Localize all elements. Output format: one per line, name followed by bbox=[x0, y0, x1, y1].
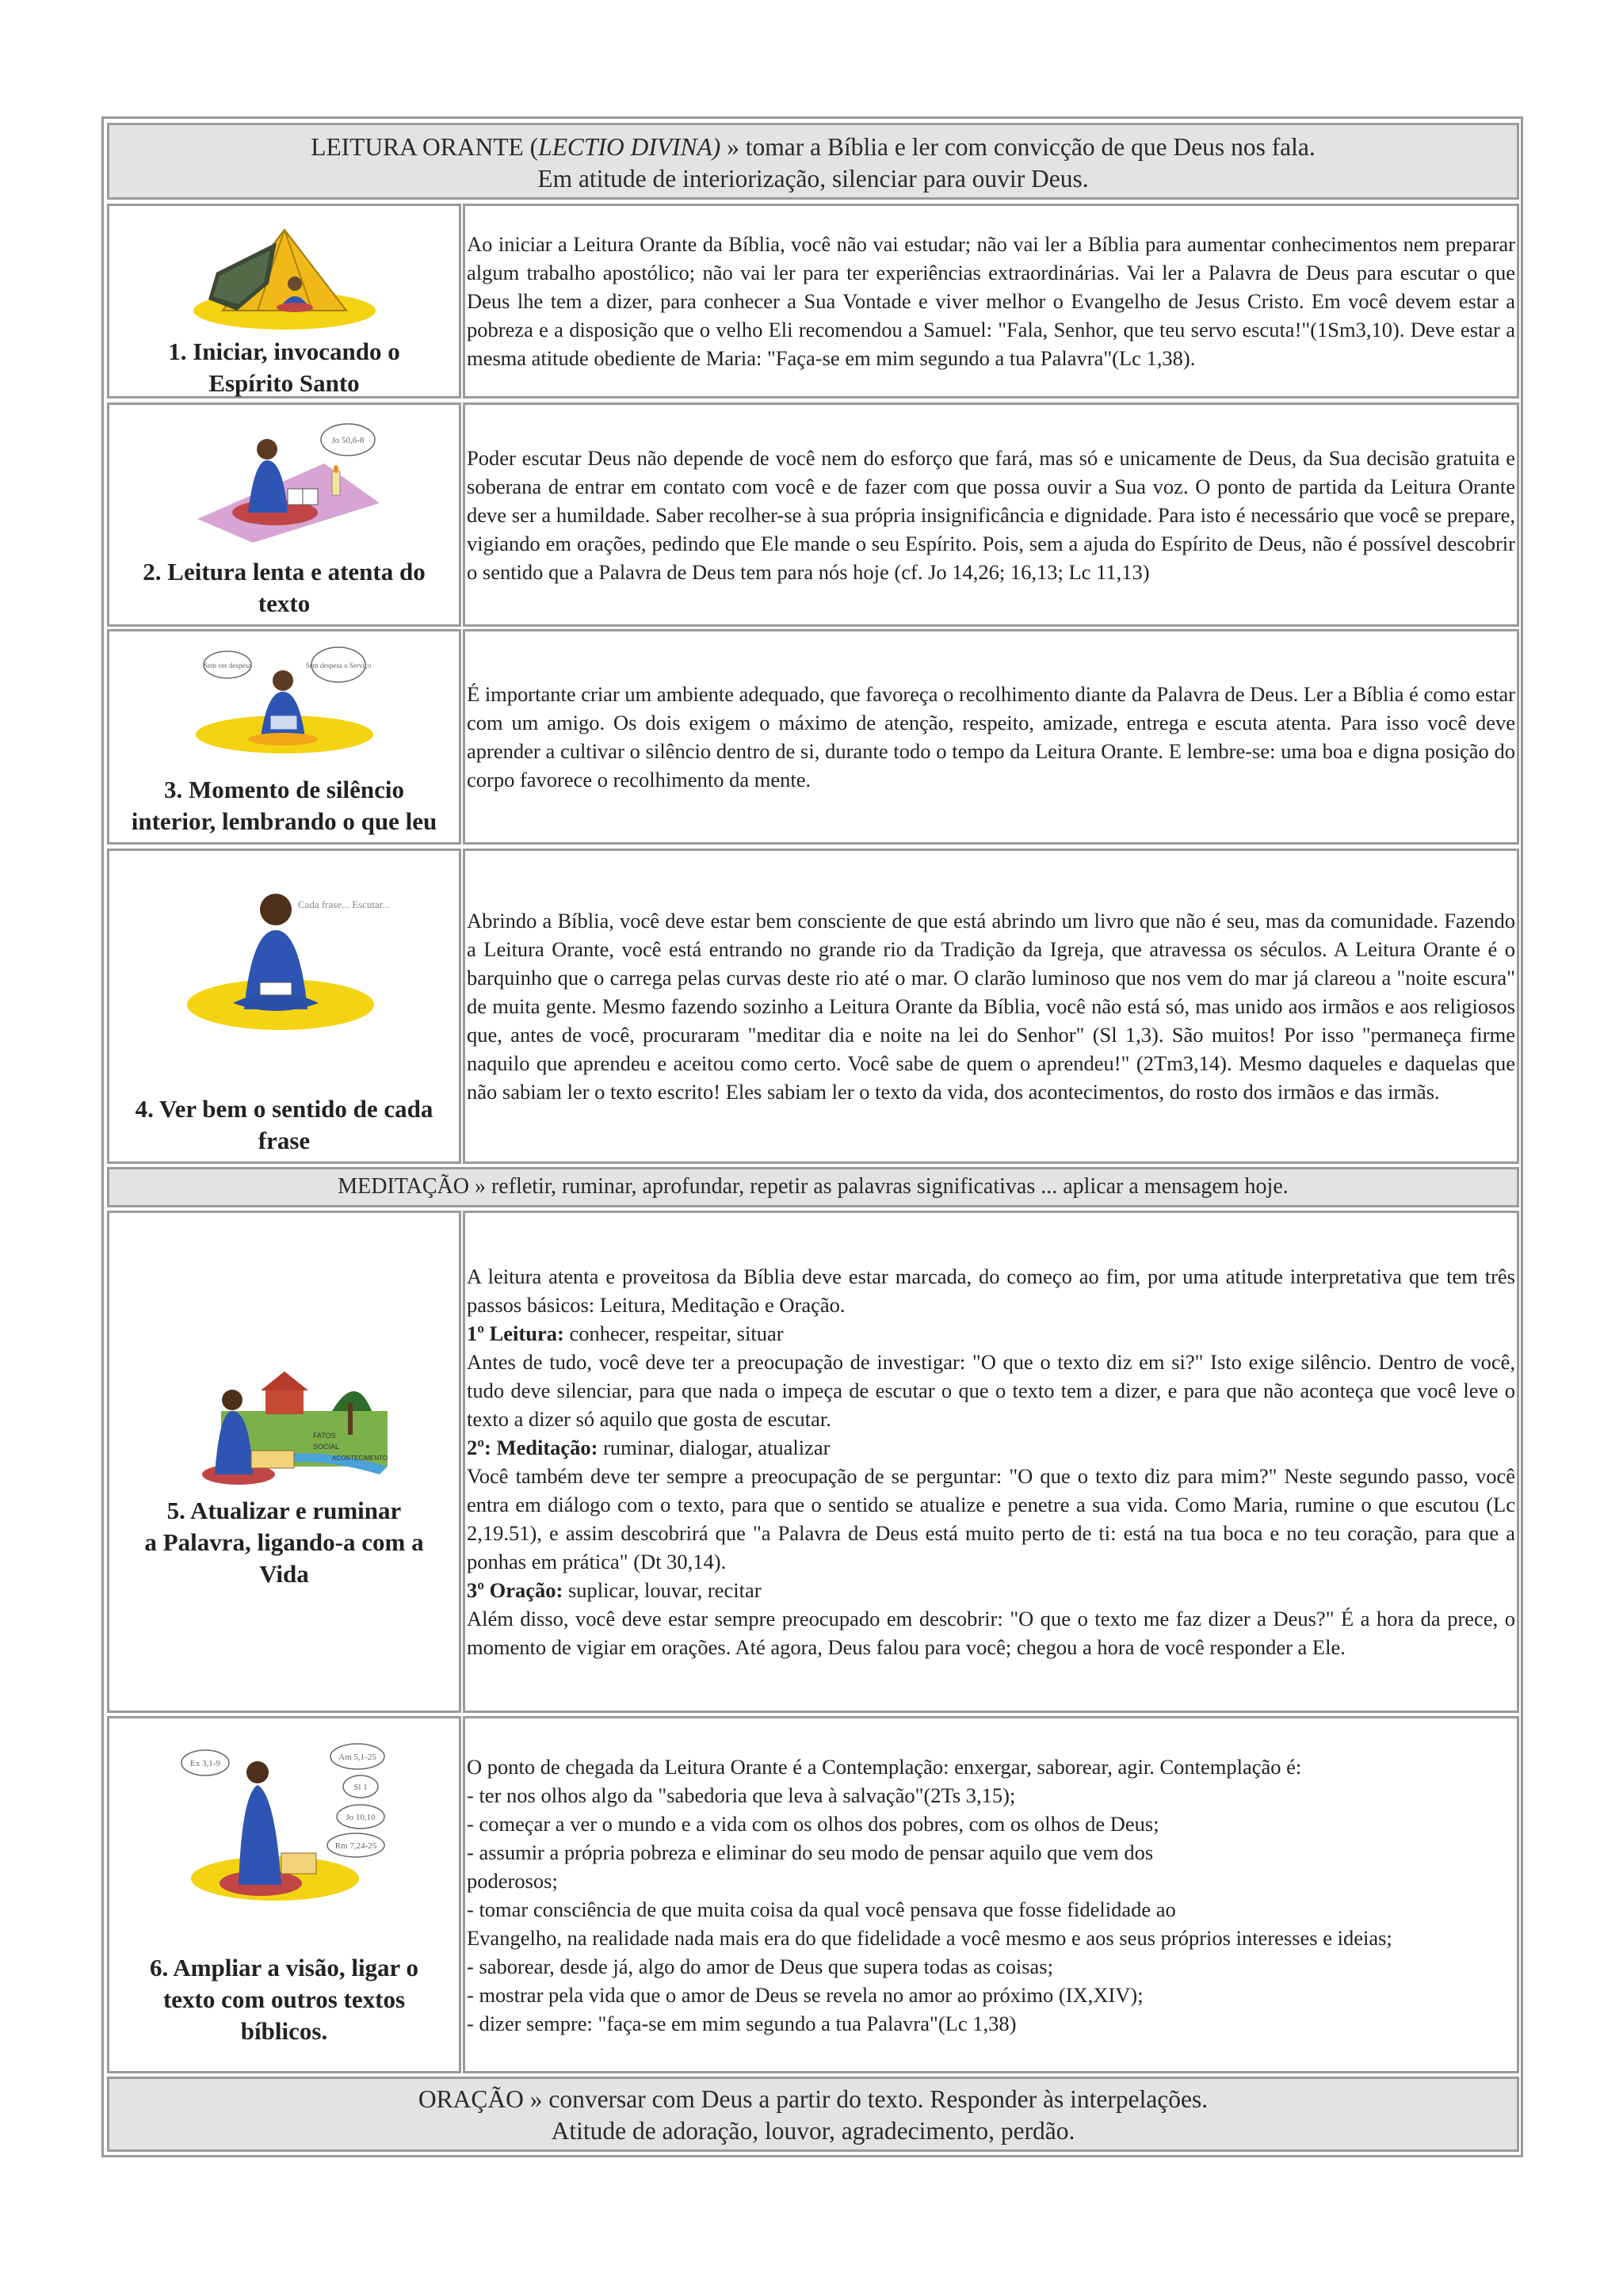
svg-text:Am 5,1-25: Am 5,1-25 bbox=[338, 1753, 376, 1762]
step-1-text-cell bbox=[463, 204, 1519, 399]
header-line1: LEITURA ORANTE (LECTIO DIVINA) » tomar a Bíblia e ler com convicção de que Deus nos fala. bbox=[311, 133, 1316, 161]
step-1-label-cell bbox=[107, 204, 461, 399]
step-6-line: - mostrar pela vida que o amor de Deus se revela no amor ao próximo (IX,XIV); bbox=[467, 1982, 1144, 2007]
step-1-title: 1. Iniciar, invocando o Espírito Santo bbox=[168, 338, 400, 397]
step-5-title: 5. Atualizar e ruminar a Palavra, ligando-a com a Vida bbox=[144, 1497, 424, 1588]
step-5-oracao-text: Além disso, você deve estar sempre preocupado em descobrir: "O que o texto me faz dizer a Deus?" É a hora da prece, o momento de vigiar em orações. Até agora, Deus falou para você; chegou a hora de você responder a Ele. bbox=[467, 1607, 1515, 1659]
header-line2: Em atitude de interiorização, silenciar para ouvir Deus. bbox=[537, 165, 1089, 193]
step-5-oracao: 3º Oração: suplicar, louvar, recitar bbox=[467, 1578, 762, 1602]
step-6-line: - assumir a própria pobreza e eliminar do seu modo de pensar aquilo que vem dos bbox=[467, 1840, 1154, 1864]
step-5-label-cell bbox=[107, 1211, 461, 1713]
svg-text:Rm 7,24-25: Rm 7,24-25 bbox=[334, 1841, 376, 1851]
step-4-label-cell bbox=[107, 849, 461, 1164]
step-2-label-cell bbox=[107, 402, 461, 627]
svg-text:Sem despesa o Serviço: Sem despesa o Serviço bbox=[305, 662, 371, 669]
header-italic: LECTIO DIVINA) bbox=[538, 133, 721, 161]
header-banner bbox=[107, 123, 1519, 200]
svg-text:SOCIAL: SOCIAL bbox=[312, 1443, 339, 1451]
step-1-text: Ao iniciar a Leitura Orante da Bíblia, você não vai estudar; não vai ler a Bíblia para aumentar conhecimentos nem preparar algum trabalho apostólico; não vai ler para ter experiências extraordinárias. Vai ler a Palavra de Deus para escutar o que Deus lhe tem a dizer, para conhecer a Sua Vontade e viver melhor o Evangelho de Jesus Cristo. Em você devem estar a pobreza e a disposição que o velho Eli recomendou a Samuel: "Fala, Senhor, que teu servo escuta!"(1Sm3,10). Deve estar a mesma atitude obediente de Maria: "Faça-se em mim segundo a tua Palavra"(Lc 1,38). bbox=[467, 232, 1515, 370]
step-4-title: 4. Ver bem o sentido de cada frase bbox=[135, 1095, 433, 1154]
svg-text:Jo 50,6-8: Jo 50,6-8 bbox=[331, 436, 364, 445]
step-6-line: - ter nos olhos algo da "sabedoria que leva à salvação"(2Ts 3,15); bbox=[467, 1783, 1016, 1807]
step-6-text-cell bbox=[463, 1716, 1519, 2073]
step-6-line: - começar a ver o mundo e a vida com os olhos dos pobres, com os olhos de Deus; bbox=[467, 1811, 1159, 1836]
step-2-title: 2. Leitura lenta e atenta do texto bbox=[143, 558, 426, 617]
silent-person-illustration bbox=[181, 641, 388, 760]
footer-line1: ORAÇÃO » conversar com Deus a partir do texto. Responder às interpelações. bbox=[418, 2085, 1209, 2113]
step-5-meditacao-text: Você também deve ter sempre a preocupação de se perguntar: "O que o texto diz para mim?" Neste segundo passo, você entra em diálogo com o texto, para que o sentido se atualize e penetre a sua vida. Como Maria, rumine o que escutou (Lc 2,19.51), e assim descobrirá que "a Palavra de Deus está muito perto de ti: está na tua boca e no teu coração, para que a ponhas em prática" (Dt 30,14). bbox=[467, 1464, 1515, 1573]
svg-text:Sl 1: Sl 1 bbox=[353, 1783, 368, 1792]
meditation-banner: MEDITAÇÃO » refletir, ruminar, aprofundar, repetir as palavras significativas ... aplicar a mensagem hoje. bbox=[107, 1167, 1519, 1207]
svg-text:Sem ver despesa: Sem ver despesa bbox=[203, 662, 251, 669]
svg-text:ACONTECIMENTO: ACONTECIMENTO bbox=[331, 1455, 388, 1462]
reading-person-illustration bbox=[181, 416, 388, 543]
oracao-banner bbox=[107, 2077, 1519, 2152]
step-6-line: - dizer sempre: "faça-se em mim segundo a tua Palavra"(Lc 1,38) bbox=[467, 2011, 1017, 2035]
step-2-text-cell bbox=[463, 402, 1519, 627]
cross-reference-illustration bbox=[174, 1734, 395, 1909]
step-4-text-cell bbox=[463, 849, 1519, 1164]
step-5-leitura-text: Antes de tudo, você deve ter a preocupação de investigar: "O que o texto diz em si?" Isto exige silêncio. Dentro de você, tudo deve silenciar, para que nada o impeça de escutar o que o texto tem a dizer, e para que não aconteça que você leve o texto a dizer só aquilo que gosta de escutar. bbox=[467, 1350, 1515, 1431]
tent-prayer-illustration bbox=[181, 217, 388, 336]
step-3-text-cell bbox=[463, 629, 1519, 845]
svg-text:Jo 10,10: Jo 10,10 bbox=[345, 1813, 376, 1822]
step-4-text: Abrindo a Bíblia, você deve estar bem consciente de que está abrindo um livro que não é seu, mas da comunidade. Fazendo a Leitura Orante, você está entrando no grande rio da Tradição da Igreja, que atravessa os séculos. A Leitura Orante é o barquinho que o carrega pelas curvas deste rio até o mar. O clarão luminoso que nos vem do mar já clareou a "noite escura" de muita gente. Mesmo fazendo sozinho a Leitura Orante da Bíblia, você não está só, mas unido aos irmãos e aos religiosos que, antes de você, procuraram "meditar dia e noite na lei do Senhor" (Sl 1,3). São muitos! Por isso "permaneça firme naquilo que aprendeu e aceitou como certo. Você sabe de quem o aprendeu!" (2Tm3,14). Mesmo daqueles e daquelas que não sabiam ler o texto escrito! Eles sabiam ler o texto da vida, dos acontecimentos, do rosto dos irmãos e das irmãs. bbox=[467, 909, 1515, 1104]
step-6-line: - tomar consciência de que muita coisa da qual você pensava que fosse fidelidade ao bbox=[467, 1897, 1176, 1921]
step-5-text-cell bbox=[463, 1211, 1519, 1713]
step-6-line: O ponto de chegada da Leitura Orante é a Contemplação: enxergar, saborear, agir. Contemplação é: bbox=[467, 1754, 1302, 1779]
meditating-reader-illustration bbox=[178, 864, 391, 1046]
village-reading-illustration bbox=[174, 1356, 395, 1490]
step-5-leitura: 1º Leitura: conhecer, respeitar, situar bbox=[467, 1322, 784, 1345]
step-6-line: Evangelho, na realidade nada mais era do que fidelidade a você mesmo e aos seus próprios interesses e ideias; bbox=[467, 1925, 1392, 1950]
svg-text:Cada frase... Escutar...: Cada frase... Escutar... bbox=[297, 898, 390, 910]
step-2-text: Poder escutar Deus não depende de você nem do esforço que fará, mas só e unicamente de Deus, da Sua decisão gratuita e soberana de entrar em contato com você e de fazer com que possa ouvir a Sua voz. O ponto de partida da Leitura Orante deve ser a humildade. Saber recolher-se à sua própria insignificância e dignidade. Para isto é necessário que você se prepare, vigiando em orações, pedindo que Ele mande o seu Espírito. Pois, sem a ajuda do Espírito de Deus, não é possível descobrir o sentido que a Palavra de Deus tem para nós hoje (cf. Jo 14,26; 16,13; Lc 11,13) bbox=[467, 445, 1515, 584]
step-3-title: 3. Momento de silêncio interior, lembrando o que leu bbox=[131, 776, 437, 835]
step-6-line: - saborear, desde já, algo do amor de Deus que supera todas as coisas; bbox=[467, 1954, 1053, 1978]
step-5-intro: A leitura atenta e proveitosa da Bíblia deve estar marcada, do começo ao fim, por uma atitude interpretativa que tem três passos básicos: Leitura, Meditação e Oração. bbox=[467, 1264, 1515, 1317]
step-5-meditacao: 2º: Meditação: ruminar, dialogar, atualizar bbox=[467, 1436, 831, 1459]
svg-text:FATOS: FATOS bbox=[312, 1432, 336, 1440]
step-3-label-cell bbox=[107, 629, 461, 845]
svg-text:Ex 3,1-9: Ex 3,1-9 bbox=[189, 1759, 220, 1768]
step-6-title: 6. Ampliar a visão, ligar o texto com outros textos bíblicos. bbox=[149, 1954, 419, 2045]
footer-line2: Atitude de adoração, louvor, agradecimento, perdão. bbox=[551, 2117, 1075, 2145]
step-6-line: poderosos; bbox=[467, 1868, 558, 1893]
step-3-text: É importante criar um ambiente adequado, que favoreça o recolhimento diante da Palavra de Deus. Ler a Bíblia é como estar com um amigo. Os dois exigem o máximo de atenção, respeito, amizade, entrega e escuta atenta. Para isso você deve aprender a cultivar o silêncio dentro de si, durante todo o tempo da Leitura Orante. E lembre-se: uma boa e digna posição do corpo favorece o recolhimento da mente. bbox=[467, 682, 1515, 791]
step-6-label-cell bbox=[107, 1716, 461, 2073]
